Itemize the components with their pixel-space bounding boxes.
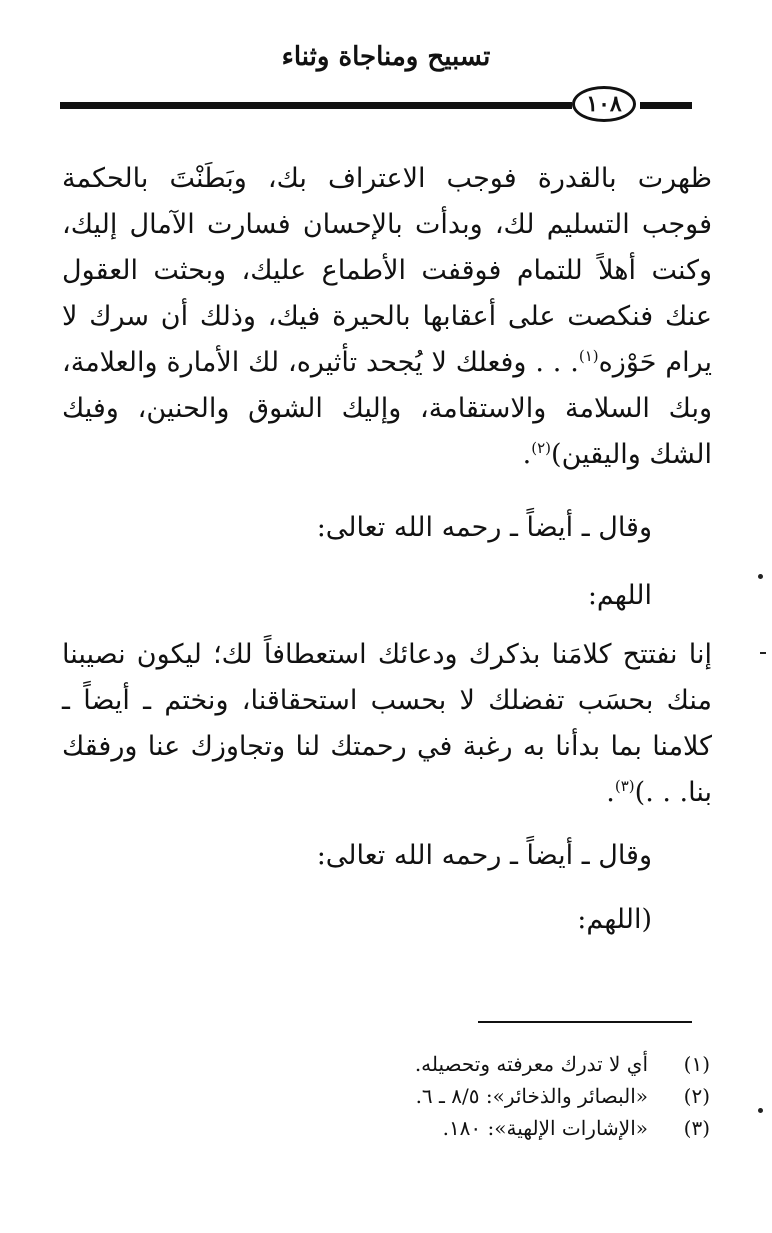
footnote-text: «البصائر والذخائر»: ٨/٥ ـ ٦.: [415, 1084, 648, 1108]
footnote-number: (٢): [683, 1084, 710, 1108]
paragraph-1: [62, 156, 712, 478]
page-number-badge: [572, 86, 636, 122]
footnote-text: أي لا تدرك معرفته وتحصيله.: [414, 1052, 648, 1076]
footnote-item: [60, 1112, 710, 1144]
footnote-number: (٣): [683, 1116, 710, 1140]
footnote-number: (١): [683, 1052, 710, 1076]
paragraph-2: [62, 632, 712, 816]
footnote-ref-2: (٢): [531, 439, 552, 457]
rule-bar-right: [640, 102, 692, 109]
scan-speck: [758, 1108, 763, 1113]
footnote-item: [60, 1080, 710, 1112]
footnote-item: [60, 1048, 710, 1080]
footnote-text: «الإشارات الإلهية»: ١٨٠.: [442, 1116, 648, 1140]
paragraph-1-continuation: . . . وفعلك لا يُجحد تأثيره، لك الأمارة والعلامة، وبك السلامة والاستقامة، وإليك الشوق والحنين، وفيك الشك واليقين): [62, 347, 712, 470]
attribution-line-2: وقال ـ أيضاً ـ رحمه الله تعالى:: [316, 840, 652, 871]
paragraph-1-end: .: [522, 439, 532, 470]
scan-speck: [758, 574, 763, 579]
attribution-line-1: وقال ـ أيضاً ـ رحمه الله تعالى:: [316, 512, 652, 543]
page-number: ١٠٨: [586, 91, 622, 117]
invocation-2: (اللهم:: [577, 904, 652, 935]
paragraph-2-end: .: [606, 777, 615, 808]
footnote-ref-1: (١): [578, 347, 599, 365]
paragraph-2-text: إنا نفتتح كلامَنا بذكرك ودعائك استعطافاً لك؛ ليكون نصيبنا منك بحسَب تفضلك لا بحسب استحقاقنا، ونختم ـ أيضاً ـ كلامنا بما بدأنا به رغبة في رحمتك لنا وتجاوزك عنا ورفقك بنا. . .): [62, 639, 712, 808]
footnote-separator: [478, 1021, 692, 1023]
header-rule: [60, 84, 692, 124]
footnotes-list: [60, 1048, 710, 1144]
running-title: تسبيح ومناجاة وثناء: [281, 42, 491, 72]
rule-bar-left: [60, 102, 572, 109]
footnote-ref-3: (٣): [614, 777, 635, 795]
paragraph-1-text: ظهرت بالقدرة فوجب الاعتراف بك، وبَطَنْتَ بالحكمة فوجب التسليم لك، وبدأت بالإحسان فسارت الآمال إليك، وكنت أهلاً للتمام فوقفت الأطماع عليك، وبحثت العقول عنك فنكصت على أعقابها بالحيرة فيك، وذلك أن سرك لا يرام حَوْزه: [62, 163, 712, 378]
scan-speck: [760, 652, 766, 654]
invocation-1: اللهم:: [587, 580, 652, 611]
